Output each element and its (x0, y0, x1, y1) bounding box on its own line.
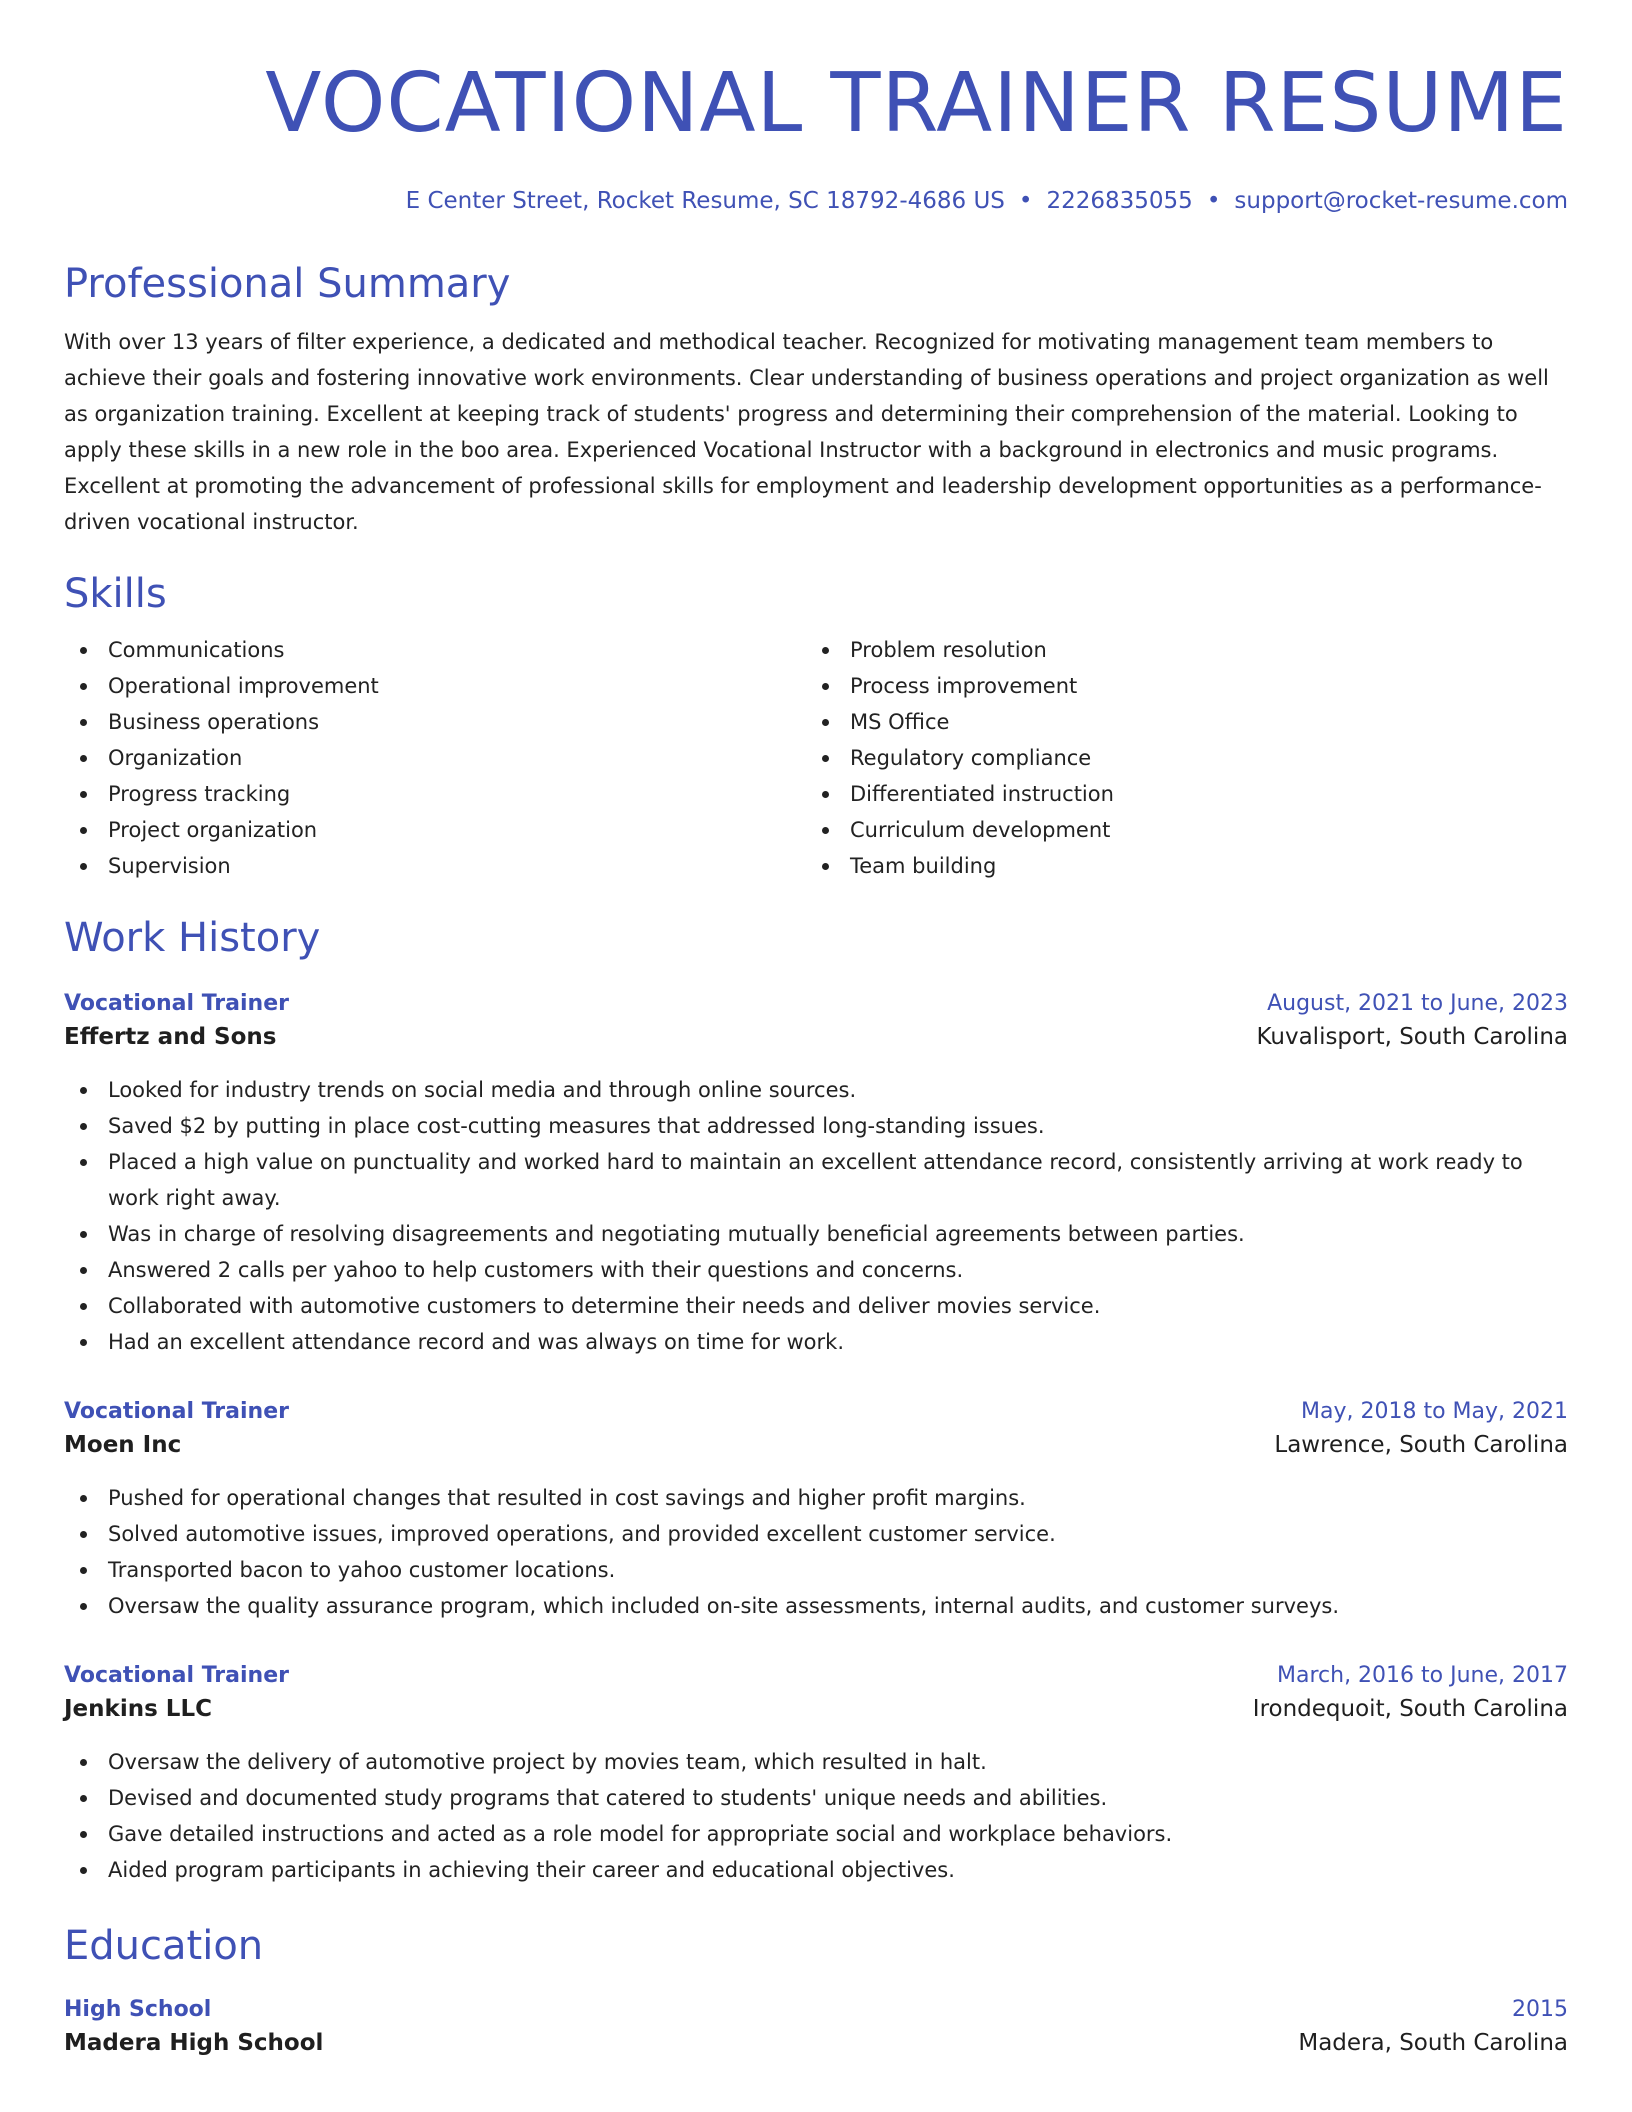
contact-line (64, 186, 1568, 216)
job-title-row (64, 988, 1568, 1020)
job-title: Vocational Trainer (64, 1399, 289, 1424)
education-degree: High School (64, 1997, 212, 2022)
resume-page (64, 0, 1568, 2060)
resume-title: VOCATIONAL TRAINER RESUME (265, 56, 1568, 151)
job-title-row (64, 1396, 1568, 1428)
list-item: Collaborated with automotive customers to determine their needs and deliver movies service. (64, 1288, 1568, 1324)
list-item: Oversaw the quality assurance program, which included on-site assessments, internal audits, and customer surveys. (64, 1588, 1568, 1624)
job-duties (64, 1072, 1568, 1360)
education-school: Madera High School (64, 2030, 324, 2056)
education-degree-row (64, 1994, 1568, 2026)
job-entry (64, 988, 1568, 1360)
skill-item: Communications (64, 632, 806, 668)
list-item: Had an excellent attendance record and was always on time for work. (64, 1324, 1568, 1360)
list-item: Saved $2 by putting in place cost-cutting measures that addressed long-standing issues. (64, 1108, 1568, 1144)
work-history-heading: Work History (64, 915, 321, 961)
skill-item: Team building (806, 848, 1548, 884)
skill-item: Operational improvement (64, 668, 806, 704)
list-item: Oversaw the delivery of automotive project by movies team, which resulted in halt. (64, 1744, 1568, 1780)
list-item: Placed a high value on punctuality and worked hard to maintain an excellent attendance record, consistently arriving at work ready to work right away. (64, 1144, 1568, 1216)
skill-item: Business operations (64, 704, 806, 740)
contact-address: E Center Street, Rocket Resume, SC 18792-4686 US (405, 188, 1005, 214)
education-heading: Education (64, 1923, 264, 1969)
list-item: Was in charge of resolving disagreements and negotiating mutually beneficial agreements between parties. (64, 1216, 1568, 1252)
job-location: Irondequoit, South Carolina (1252, 1696, 1568, 1722)
skills-heading: Skills (64, 571, 167, 617)
skill-item: Differentiated instruction (806, 776, 1548, 812)
summary-heading: Professional Summary (64, 261, 511, 307)
contact-phone: 2226835055 (1046, 188, 1193, 214)
job-title-row (64, 1660, 1568, 1692)
job-location: Lawrence, South Carolina (1274, 1432, 1568, 1458)
list-item: Pushed for operational changes that resulted in cost savings and higher profit margins. (64, 1480, 1568, 1516)
education-entry (64, 1994, 1568, 2060)
list-item: Devised and documented study programs that catered to students' unique needs and abilities. (64, 1780, 1568, 1816)
education-location: Madera, South Carolina (1298, 2030, 1568, 2056)
skill-item: MS Office (806, 704, 1548, 740)
skill-item: Organization (64, 740, 806, 776)
job-company: Effertz and Sons (64, 1024, 277, 1050)
skill-item: Supervision (64, 848, 806, 884)
job-title: Vocational Trainer (64, 991, 289, 1016)
job-dates: May, 2018 to May, 2021 (1301, 1399, 1568, 1424)
summary-text: With over 13 years of filter experience, a dedicated and methodical teacher. Recognized for motivating management team members to achieve their goals and fostering innovative work environments. Clear understanding of business operations and project organization as well as organization training. Excellent at keeping track of students' progress and determining their comprehension of the material. Looking to apply these skills in a new role in the boo area. Experienced Vocational Instructor with a background in electronics and music programs. Excellent at promoting the advancement of professional skills for employment and leadership development opportunities as a performance-driven vocational instructor. (64, 330, 1549, 534)
list-item: Transported bacon to yahoo customer locations. (64, 1552, 1568, 1588)
skills-column-left (64, 632, 806, 884)
list-item: Looked for industry trends on social media and through online sources. (64, 1072, 1568, 1108)
job-entry (64, 1660, 1568, 1888)
skill-item: Problem resolution (806, 632, 1548, 668)
skills-column-right (806, 632, 1548, 884)
skills-list (64, 632, 1568, 884)
resume-header (64, 58, 1568, 216)
job-company: Moen Inc (64, 1432, 182, 1458)
skill-item: Process improvement (806, 668, 1548, 704)
skill-item: Curriculum development (806, 812, 1548, 848)
job-company-row (64, 1692, 1568, 1726)
list-item: Answered 2 calls per yahoo to help customers with their questions and concerns. (64, 1252, 1568, 1288)
list-item: Solved automotive issues, improved operations, and provided excellent customer service. (64, 1516, 1568, 1552)
job-dates: March, 2016 to June, 2017 (1277, 1663, 1568, 1688)
education-year: 2015 (1512, 1997, 1568, 2022)
skill-item: Project organization (64, 812, 806, 848)
contact-email[interactable]: support@rocket-resume.com (1234, 188, 1568, 214)
contact-separator: • (1018, 188, 1033, 214)
job-duties (64, 1480, 1568, 1624)
list-item: Aided program participants in achieving their career and educational objectives. (64, 1852, 1568, 1888)
job-duties (64, 1744, 1568, 1888)
contact-separator: • (1206, 188, 1221, 214)
job-company-row (64, 1428, 1568, 1462)
job-company: Jenkins LLC (64, 1696, 212, 1722)
list-item: Gave detailed instructions and acted as a role model for appropriate social and workplace behaviors. (64, 1816, 1568, 1852)
skill-item: Progress tracking (64, 776, 806, 812)
job-dates: August, 2021 to June, 2023 (1267, 991, 1568, 1016)
job-company-row (64, 1020, 1568, 1054)
skill-item: Regulatory compliance (806, 740, 1548, 776)
job-entry (64, 1396, 1568, 1624)
job-title: Vocational Trainer (64, 1663, 289, 1688)
job-location: Kuvalisport, South Carolina (1256, 1024, 1568, 1050)
education-school-row (64, 2026, 1568, 2060)
